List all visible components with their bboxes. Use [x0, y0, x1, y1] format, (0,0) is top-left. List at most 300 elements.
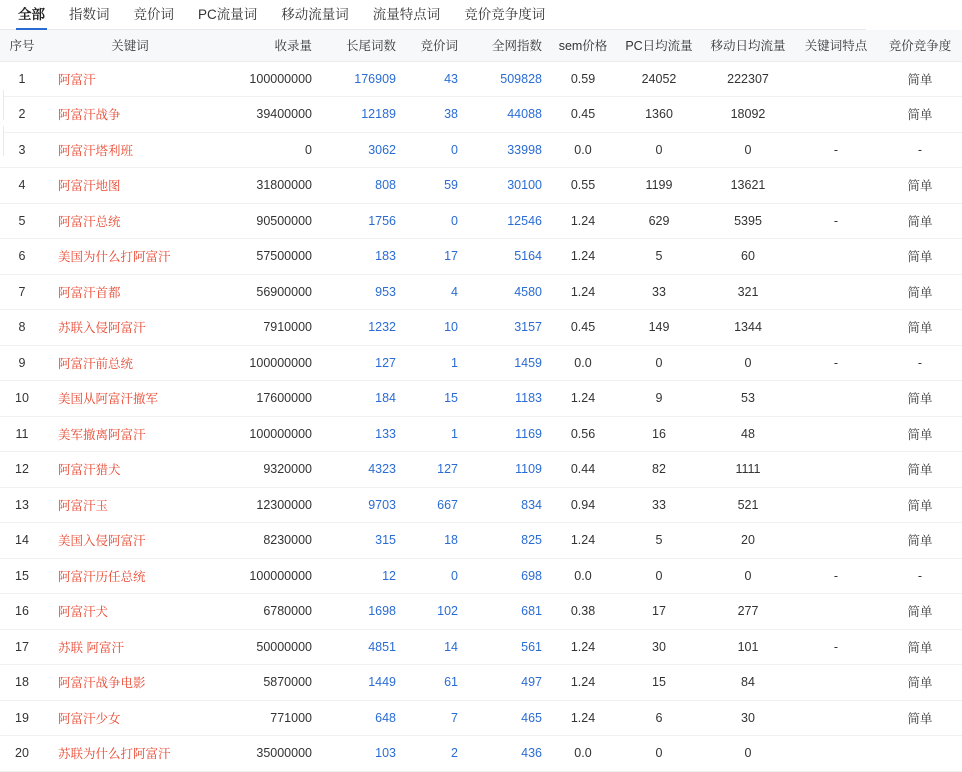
cell-mob: 101 — [702, 629, 794, 665]
cell-bid — [404, 97, 466, 133]
all-link[interactable]: 1459 — [514, 355, 542, 370]
bid-link[interactable]: 43 — [444, 71, 458, 86]
cell-keyword — [44, 97, 210, 133]
long-link[interactable]: 3062 — [368, 142, 396, 157]
cell-all — [466, 558, 550, 594]
keyword-link[interactable]: 阿富汗猎犬 — [58, 463, 121, 478]
table-row — [0, 345, 962, 381]
all-link[interactable]: 30100 — [507, 178, 542, 193]
bid-link[interactable]: 38 — [444, 107, 458, 122]
bid-link[interactable]: 61 — [444, 675, 458, 690]
cell-sem: 0.45 — [550, 310, 616, 346]
all-link[interactable]: 825 — [521, 533, 542, 548]
all-link[interactable]: 5164 — [514, 249, 542, 264]
keyword-link[interactable]: 苏联 阿富汗 — [58, 640, 124, 655]
column-header-coll[interactable]: 收录量 — [210, 30, 320, 61]
cell-keyword — [44, 203, 210, 239]
cell-feat — [794, 381, 878, 417]
cell-comp: - — [878, 132, 962, 168]
keyword-link[interactable]: 阿富汗历任总统 — [58, 569, 146, 584]
keyword-link[interactable]: 阿富汗前总统 — [58, 356, 134, 371]
cell-coll: 6780000 — [210, 594, 320, 630]
all-link[interactable]: 33998 — [507, 142, 542, 157]
cell-keyword — [44, 523, 210, 559]
cell-sem: 1.24 — [550, 203, 616, 239]
column-header-feat[interactable]: 关键词特点 — [794, 30, 878, 61]
cell-bid — [404, 629, 466, 665]
cell-long — [320, 203, 404, 239]
bid-link[interactable]: 1 — [451, 426, 458, 441]
cell-bid — [404, 345, 466, 381]
cell-idx: 20 — [0, 736, 44, 772]
cell-mob: 60 — [702, 239, 794, 275]
cell-keyword — [44, 132, 210, 168]
table-row — [0, 203, 962, 239]
all-link[interactable]: 698 — [521, 568, 542, 583]
cell-mob: 53 — [702, 381, 794, 417]
table-row — [0, 594, 962, 630]
cell-pc: 16 — [616, 416, 702, 452]
cell-mob: 20 — [702, 523, 794, 559]
cell-all — [466, 97, 550, 133]
cell-idx: 2 — [0, 97, 44, 133]
cell-mob: 521 — [702, 487, 794, 523]
cell-idx: 17 — [0, 629, 44, 665]
cell-idx: 18 — [0, 665, 44, 701]
all-link[interactable]: 465 — [521, 710, 542, 725]
table-row — [0, 239, 962, 275]
cell-pc: 149 — [616, 310, 702, 346]
long-link[interactable]: 1756 — [368, 213, 396, 228]
cell-bid — [404, 274, 466, 310]
keyword-link[interactable]: 阿富汗 — [58, 72, 96, 87]
cell-idx: 15 — [0, 558, 44, 594]
cell-pc: 629 — [616, 203, 702, 239]
cell-long — [320, 665, 404, 701]
column-header-mob[interactable]: 移动日均流量 — [702, 30, 794, 61]
cell-pc: 0 — [616, 736, 702, 772]
column-header-pc[interactable]: PC日均流量 — [616, 30, 702, 61]
cell-all — [466, 239, 550, 275]
long-link[interactable]: 133 — [375, 426, 396, 441]
cell-feat — [794, 168, 878, 204]
column-header-sem[interactable]: sem价格 — [550, 30, 616, 61]
keyword-link[interactable]: 阿富汗首都 — [58, 285, 121, 300]
cell-mob: 0 — [702, 736, 794, 772]
long-link[interactable]: 103 — [375, 746, 396, 761]
cell-long — [320, 381, 404, 417]
keyword-link[interactable]: 阿富汗少女 — [58, 711, 121, 726]
cell-bid — [404, 700, 466, 736]
cell-long — [320, 310, 404, 346]
cell-bid — [404, 168, 466, 204]
table-row — [0, 665, 962, 701]
cell-all — [466, 629, 550, 665]
all-link[interactable]: 1169 — [515, 426, 542, 441]
cell-keyword — [44, 381, 210, 417]
cell-keyword — [44, 416, 210, 452]
long-link[interactable]: 1449 — [368, 675, 396, 690]
table-row — [0, 629, 962, 665]
cell-feat — [794, 487, 878, 523]
cell-coll: 100000000 — [210, 416, 320, 452]
cell-sem: 1.24 — [550, 629, 616, 665]
keyword-link[interactable]: 美国为什么打阿富汗 — [58, 250, 171, 265]
cell-pc: 33 — [616, 274, 702, 310]
cell-idx: 4 — [0, 168, 44, 204]
all-link[interactable]: 4580 — [514, 284, 542, 299]
bid-link[interactable]: 102 — [437, 604, 458, 619]
tab-0[interactable]: 全部 — [6, 8, 57, 29]
cell-sem: 1.24 — [550, 523, 616, 559]
cell-pc: 17 — [616, 594, 702, 630]
cell-long — [320, 345, 404, 381]
keyword-link[interactable]: 阿富汗总统 — [58, 214, 121, 229]
keyword-link[interactable]: 阿富汗战争电影 — [58, 676, 146, 691]
cell-keyword — [44, 310, 210, 346]
long-link[interactable]: 1232 — [368, 320, 396, 335]
cell-all — [466, 452, 550, 488]
long-link[interactable]: 176909 — [354, 71, 396, 86]
cell-all — [466, 168, 550, 204]
keyword-link[interactable]: 阿富汗战争 — [58, 108, 121, 123]
all-link[interactable]: 436 — [521, 746, 542, 761]
keyword-link[interactable]: 苏联入侵阿富汗 — [58, 321, 146, 336]
bid-link[interactable]: 1 — [451, 355, 458, 370]
cell-all — [466, 345, 550, 381]
cell-long — [320, 168, 404, 204]
table-row — [0, 558, 962, 594]
all-link[interactable]: 681 — [521, 604, 542, 619]
cell-sem: 0.59 — [550, 61, 616, 97]
bid-link[interactable]: 14 — [444, 639, 458, 654]
bid-link[interactable]: 667 — [437, 497, 458, 512]
cell-all — [466, 61, 550, 97]
keyword-link[interactable]: 美国入侵阿富汗 — [58, 534, 146, 549]
bid-link[interactable]: 4 — [451, 284, 458, 299]
cell-sem: 0.94 — [550, 487, 616, 523]
cell-comp: 简单 — [878, 239, 962, 275]
cell-mob: 0 — [702, 345, 794, 381]
cell-mob: 48 — [702, 416, 794, 452]
cell-bid — [404, 452, 466, 488]
tab-4[interactable]: 移动流量词 — [281, 7, 349, 22]
cell-comp: 简单 — [878, 594, 962, 630]
cell-feat — [794, 665, 878, 701]
cell-comp: 简单 — [878, 61, 962, 97]
cell-keyword — [44, 487, 210, 523]
keyword-link[interactable]: 阿富汗塔利班 — [58, 143, 134, 158]
cell-pc: 0 — [616, 132, 702, 168]
cell-keyword — [44, 61, 210, 97]
cell-comp: 简单 — [878, 416, 962, 452]
cell-sem: 1.24 — [550, 381, 616, 417]
cell-long — [320, 700, 404, 736]
cell-comp: 简单 — [878, 381, 962, 417]
bid-link[interactable]: 127 — [437, 462, 458, 477]
tab-2[interactable]: 竞价词 — [133, 7, 174, 22]
cell-bid — [404, 132, 466, 168]
cell-sem: 0.55 — [550, 168, 616, 204]
table-header — [0, 30, 962, 61]
cell-comp: 简单 — [878, 168, 962, 204]
cell-coll: 31800000 — [210, 168, 320, 204]
cell-sem: 1.24 — [550, 274, 616, 310]
cell-comp: 简单 — [878, 665, 962, 701]
all-link[interactable]: 12546 — [507, 213, 542, 228]
cell-feat: - — [794, 345, 878, 381]
long-link[interactable]: 184 — [375, 391, 396, 406]
table-row — [0, 97, 962, 133]
cell-coll: 9320000 — [210, 452, 320, 488]
cell-bid — [404, 558, 466, 594]
column-header-long[interactable]: 长尾词数 — [320, 30, 404, 61]
cell-bid — [404, 61, 466, 97]
bid-link[interactable]: 17 — [444, 249, 458, 264]
tab-6[interactable]: 竞价竞争度词 — [464, 7, 546, 22]
cell-coll: 771000 — [210, 700, 320, 736]
cell-all — [466, 381, 550, 417]
cell-idx: 13 — [0, 487, 44, 523]
column-header-bid[interactable]: 竞价词 — [404, 30, 466, 61]
cell-pc: 6 — [616, 700, 702, 736]
cell-long — [320, 452, 404, 488]
cell-sem: 1.24 — [550, 665, 616, 701]
cell-long — [320, 239, 404, 275]
cell-sem: 0.0 — [550, 345, 616, 381]
cell-sem: 0.0 — [550, 736, 616, 772]
cell-comp: 简单 — [878, 97, 962, 133]
left-edge-marker-top — [0, 90, 4, 120]
cell-all — [466, 132, 550, 168]
cell-long — [320, 97, 404, 133]
cell-mob: 13621 — [702, 168, 794, 204]
cell-pc: 9 — [616, 381, 702, 417]
bid-link[interactable]: 10 — [444, 320, 458, 335]
keyword-link[interactable]: 苏联为什么打阿富汗 — [58, 747, 171, 762]
cell-comp: - — [878, 558, 962, 594]
cell-pc: 5 — [616, 523, 702, 559]
long-link[interactable]: 9703 — [368, 497, 396, 512]
table-row — [0, 736, 962, 772]
cell-mob: 5395 — [702, 203, 794, 239]
all-link[interactable]: 3157 — [514, 320, 542, 335]
cell-idx: 16 — [0, 594, 44, 630]
cell-coll: 5870000 — [210, 665, 320, 701]
cell-idx: 14 — [0, 523, 44, 559]
column-header-comp[interactable]: 竞价竞争度 — [878, 30, 962, 61]
long-link[interactable]: 4851 — [368, 639, 396, 654]
cell-keyword — [44, 700, 210, 736]
cell-idx: 12 — [0, 452, 44, 488]
cell-coll: 56900000 — [210, 274, 320, 310]
cell-bid — [404, 310, 466, 346]
cell-long — [320, 594, 404, 630]
cell-coll: 39400000 — [210, 97, 320, 133]
long-link[interactable]: 953 — [375, 284, 396, 299]
long-link[interactable]: 12189 — [361, 107, 396, 122]
cell-feat — [794, 416, 878, 452]
cell-long — [320, 523, 404, 559]
long-link[interactable]: 12 — [382, 568, 396, 583]
cell-feat: - — [794, 203, 878, 239]
cell-sem: 1.24 — [550, 700, 616, 736]
bid-link[interactable]: 2 — [451, 746, 458, 761]
long-link[interactable]: 315 — [375, 533, 396, 548]
cell-long — [320, 416, 404, 452]
cell-long — [320, 736, 404, 772]
tab-5[interactable]: 流量特点词 — [372, 7, 441, 22]
cell-feat: - — [794, 558, 878, 594]
cell-long — [320, 274, 404, 310]
cell-all — [466, 310, 550, 346]
keyword-link[interactable]: 阿富汗犬 — [58, 605, 109, 620]
cell-coll: 35000000 — [210, 736, 320, 772]
bid-link[interactable]: 0 — [451, 142, 458, 157]
all-link[interactable]: 561 — [521, 639, 542, 654]
table-body — [0, 61, 962, 771]
cell-bid — [404, 487, 466, 523]
cell-long — [320, 132, 404, 168]
table-row — [0, 381, 962, 417]
cell-mob: 84 — [702, 665, 794, 701]
cell-sem: 0.45 — [550, 97, 616, 133]
cell-coll: 100000000 — [210, 345, 320, 381]
cell-mob: 0 — [702, 558, 794, 594]
cell-coll: 50000000 — [210, 629, 320, 665]
cell-mob: 18092 — [702, 97, 794, 133]
table-row — [0, 416, 962, 452]
all-link[interactable]: 1109 — [515, 462, 542, 477]
cell-mob: 222307 — [702, 61, 794, 97]
keyword-table-container — [0, 30, 952, 762]
cell-coll: 8230000 — [210, 523, 320, 559]
cell-feat — [794, 736, 878, 772]
bid-link[interactable]: 0 — [451, 568, 458, 583]
cell-idx: 8 — [0, 310, 44, 346]
long-link[interactable]: 127 — [375, 355, 396, 370]
table-row — [0, 274, 962, 310]
table-row — [0, 61, 962, 97]
cell-pc: 0 — [616, 558, 702, 594]
cell-coll: 100000000 — [210, 61, 320, 97]
cell-idx: 11 — [0, 416, 44, 452]
bid-link[interactable]: 59 — [444, 178, 458, 193]
column-header-idx[interactable]: 序号 — [0, 30, 44, 61]
keyword-link[interactable]: 阿富汗地图 — [58, 179, 121, 194]
tab-1[interactable]: 指数词 — [69, 7, 110, 22]
cell-sem: 1.24 — [550, 239, 616, 275]
cell-bid — [404, 416, 466, 452]
cell-comp: 简单 — [878, 203, 962, 239]
column-header-all[interactable]: 全网指数 — [466, 30, 550, 61]
bid-link[interactable]: 7 — [451, 710, 458, 725]
column-header-kw[interactable]: 关键词 — [44, 30, 210, 61]
cell-sem: 0.44 — [550, 452, 616, 488]
cell-comp: 简单 — [878, 274, 962, 310]
table-row — [0, 487, 962, 523]
cell-idx: 10 — [0, 381, 44, 417]
cell-idx: 9 — [0, 345, 44, 381]
all-link[interactable]: 509828 — [500, 71, 542, 86]
table-row — [0, 132, 962, 168]
keyword-link[interactable]: 阿富汗玉 — [58, 498, 109, 513]
cell-comp: 简单 — [878, 310, 962, 346]
cell-mob: 321 — [702, 274, 794, 310]
keyword-link[interactable]: 美国从阿富汗撤军 — [58, 392, 159, 407]
cell-pc: 15 — [616, 665, 702, 701]
cell-keyword — [44, 558, 210, 594]
cell-pc: 0 — [616, 345, 702, 381]
cell-bid — [404, 523, 466, 559]
cell-mob: 0 — [702, 132, 794, 168]
cell-mob: 30 — [702, 700, 794, 736]
cell-keyword — [44, 665, 210, 701]
cell-long — [320, 487, 404, 523]
cell-mob: 1111 — [702, 452, 794, 488]
cell-sem: 0.0 — [550, 132, 616, 168]
cell-keyword — [44, 239, 210, 275]
cell-idx: 1 — [0, 61, 44, 97]
table-row — [0, 168, 962, 204]
cell-feat — [794, 523, 878, 559]
long-link[interactable]: 1698 — [368, 604, 396, 619]
cell-comp: 简单 — [878, 523, 962, 559]
all-link[interactable]: 1183 — [515, 391, 542, 406]
cell-idx: 19 — [0, 700, 44, 736]
cell-feat — [794, 61, 878, 97]
table-row — [0, 523, 962, 559]
cell-bid — [404, 239, 466, 275]
bid-link[interactable]: 15 — [444, 391, 458, 406]
cell-comp — [878, 736, 962, 772]
all-link[interactable]: 44088 — [507, 107, 542, 122]
long-link[interactable]: 648 — [375, 710, 396, 725]
cell-comp: 简单 — [878, 487, 962, 523]
table-row — [0, 310, 962, 346]
cell-feat — [794, 97, 878, 133]
cell-idx: 6 — [0, 239, 44, 275]
cell-feat — [794, 239, 878, 275]
cell-pc: 1360 — [616, 97, 702, 133]
bid-link[interactable]: 0 — [451, 213, 458, 228]
cell-feat — [794, 700, 878, 736]
cell-pc: 1199 — [616, 168, 702, 204]
cell-all — [466, 487, 550, 523]
long-link[interactable]: 183 — [375, 249, 396, 264]
cell-keyword — [44, 629, 210, 665]
cell-bid — [404, 203, 466, 239]
all-link[interactable]: 497 — [521, 675, 542, 690]
cell-all — [466, 416, 550, 452]
cell-long — [320, 61, 404, 97]
cell-feat: - — [794, 629, 878, 665]
cell-bid — [404, 665, 466, 701]
bid-link[interactable]: 18 — [444, 533, 458, 548]
keyword-link[interactable]: 美军撤离阿富汗 — [58, 427, 146, 442]
cell-sem: 0.38 — [550, 594, 616, 630]
cell-all — [466, 594, 550, 630]
all-link[interactable]: 834 — [521, 497, 542, 512]
long-link[interactable]: 4323 — [368, 462, 396, 477]
cell-bid — [404, 594, 466, 630]
cell-comp: 简单 — [878, 700, 962, 736]
cell-all — [466, 736, 550, 772]
cell-comp: - — [878, 345, 962, 381]
cell-coll: 7910000 — [210, 310, 320, 346]
long-link[interactable]: 808 — [375, 178, 396, 193]
tab-3[interactable]: PC流量词 — [198, 7, 258, 22]
